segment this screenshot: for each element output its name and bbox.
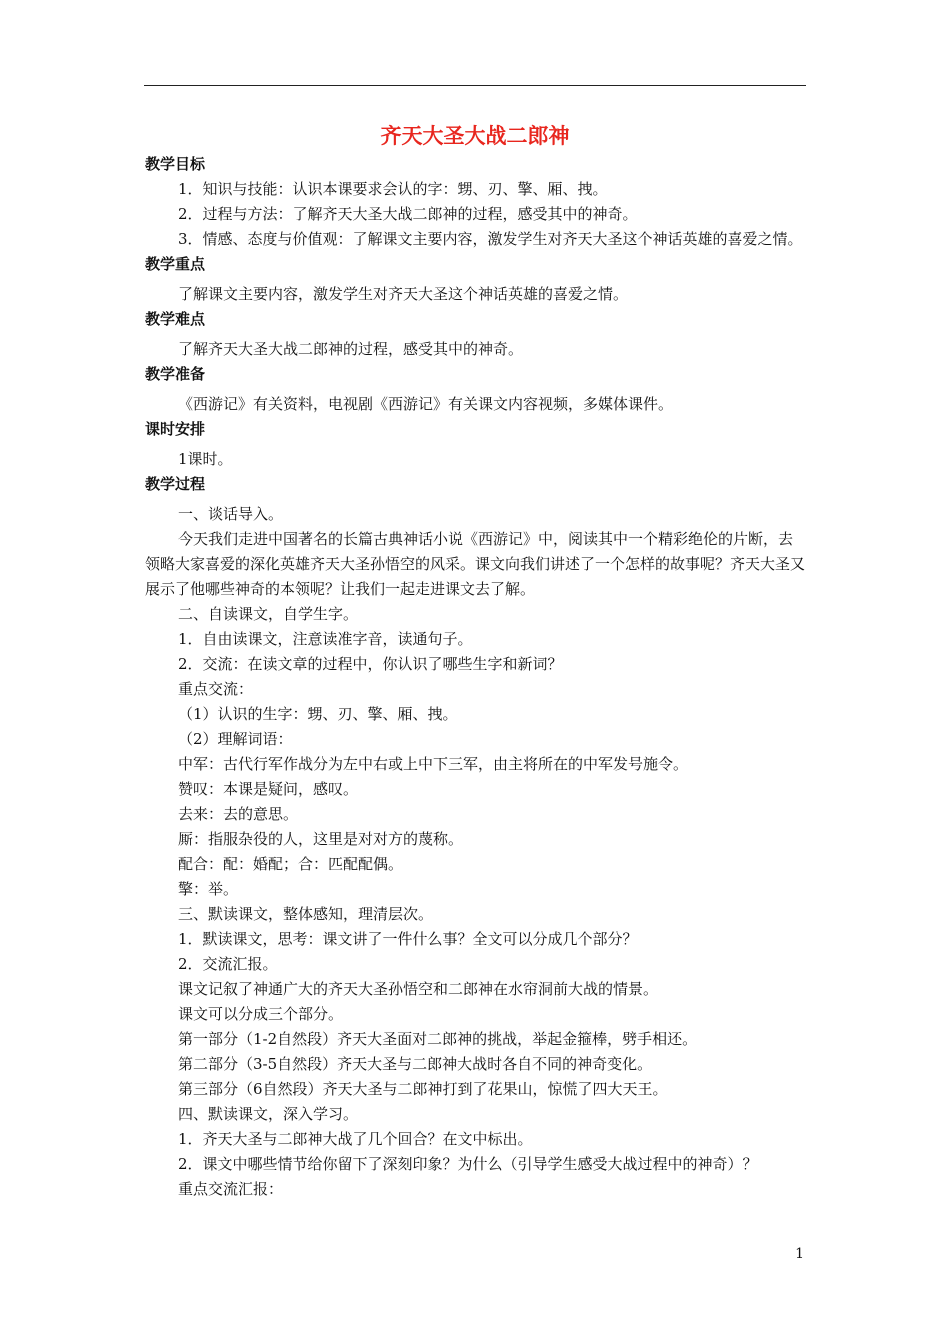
process-line: 去来：去的意思。	[178, 805, 299, 823]
process-line: （2）理解词语：	[178, 730, 293, 748]
process-line: 配合：配：婚配；合：匹配配偶。	[178, 855, 404, 873]
process-line: 重点交流汇报：	[178, 1180, 284, 1198]
process-line: 重点交流：	[178, 680, 254, 698]
heading-process: 教学过程	[145, 475, 206, 493]
process-line: 第一部分（1-2自然段）齐天大圣面对二郎神的挑战，举起金箍棒，劈手相还。	[178, 1030, 698, 1048]
objective-1: 1．知识与技能：认识本课要求会认的字：甥、刃、擎、厢、拽。	[178, 180, 608, 198]
document-body	[145, 152, 807, 1202]
heading-difficulties: 教学难点	[145, 310, 206, 328]
process-line: 课文可以分成三个部分。	[178, 1005, 344, 1023]
process-line: 1．齐天大圣与二郎神大战了几个回合？在文中标出。	[178, 1130, 533, 1148]
process-line: 中军：古代行军作战分为左中右或上中下三军，由主将所在的中军发号施令。	[178, 755, 689, 773]
process-line: 第三部分（6自然段）齐天大圣与二郎神打到了花果山，惊慌了四大天王。	[178, 1080, 668, 1098]
process-line: （1）认识的生字：甥、刃、擎、厢、拽。	[178, 705, 458, 723]
objective-3: 3．情感、态度与价值观：了解课文主要内容，激发学生对齐天大圣这个神话英雄的喜爱之情。	[178, 230, 803, 248]
header-rule	[144, 85, 806, 86]
process-line: 2．交流汇报。	[178, 955, 278, 973]
preparation-text: 《西游记》有关资料，电视剧《西游记》有关课文内容视频，多媒体课件。	[178, 395, 674, 413]
process-line: 课文记叙了神通广大的齐天大圣孙悟空和二郎神在水帘洞前大战的情景。	[178, 980, 659, 998]
process-line: 擎：举。	[178, 880, 239, 898]
page-number: 1	[795, 1246, 804, 1262]
process-line: 三、默读课文，整体感知，理清层次。	[178, 905, 434, 923]
process-line: 赞叹：本课是疑问，感叹。	[178, 780, 359, 798]
heading-preparation: 教学准备	[145, 365, 206, 383]
process-line: 二、自读课文，自学生字。	[178, 605, 359, 623]
heading-schedule: 课时安排	[145, 420, 206, 438]
process-paragraph: 今天我们走进中国著名的长篇古典神话小说《西游记》中，阅读其中一个精彩绝伦的片断，去领略大家喜爱的深化英雄齐天大圣孙悟空的风采。课文向我们讲述了一个怎样的故事呢？齐天大圣又展示了他哪些神奇的本领呢？让我们一起走进课文去了解。	[145, 530, 806, 598]
process-line: 厮：指服杂役的人，这里是对对方的蔑称。	[178, 830, 464, 848]
process-line: 1．默读课文，思考：课文讲了一件什么事？全文可以分成几个部分？	[178, 930, 638, 948]
process-line: 2．交流：在读文章的过程中，你认识了哪些生字和新词？	[178, 655, 563, 673]
key-points-text: 了解课文主要内容，激发学生对齐天大圣这个神话英雄的喜爱之情。	[178, 285, 629, 303]
schedule-text: 1课时。	[178, 450, 233, 468]
document-title: 齐天大圣大战二郎神	[380, 124, 570, 148]
objective-2: 2．过程与方法：了解齐天大圣大战二郎神的过程，感受其中的神奇。	[178, 205, 638, 223]
process-line: 2．课文中哪些情节给你留下了深刻印象？为什么（引导学生感受大战过程中的神奇）？	[178, 1155, 758, 1173]
process-line: 一、谈话导入。	[178, 505, 284, 523]
heading-key-points: 教学重点	[145, 255, 206, 273]
heading-objectives: 教学目标	[145, 155, 206, 173]
process-line: 第二部分（3-5自然段）齐天大圣与二郎神大战时各自不同的神奇变化。	[178, 1055, 653, 1073]
difficulties-text: 了解齐天大圣大战二郎神的过程，感受其中的神奇。	[178, 340, 524, 358]
process-line: 四、默读课文，深入学习。	[178, 1105, 359, 1123]
process-line: 1．自由读课文，注意读准字音，读通句子。	[178, 630, 473, 648]
